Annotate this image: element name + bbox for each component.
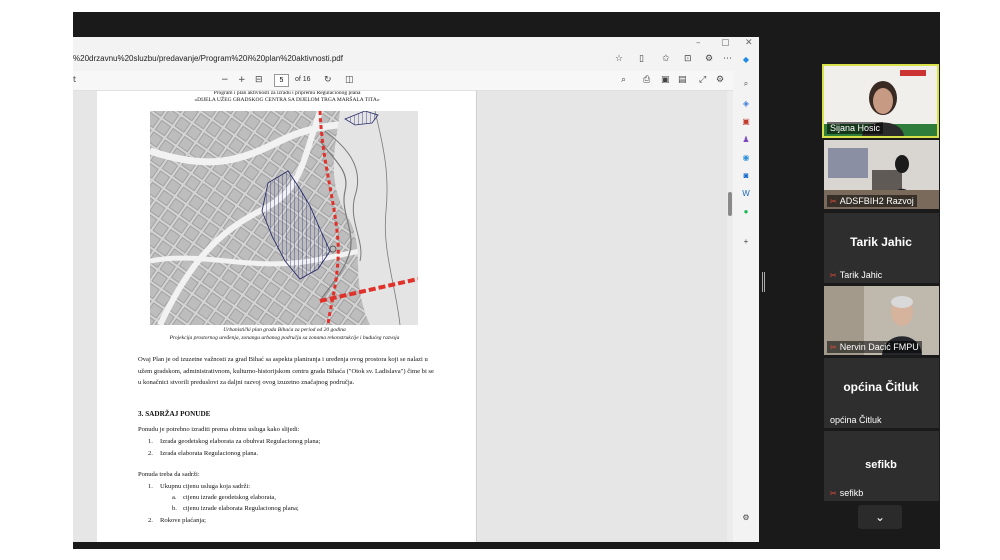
chevron-down-icon: ⌄ — [874, 510, 886, 524]
pdf-toolbar-fragment: t — [73, 75, 77, 84]
add-icon[interactable]: + — [743, 237, 749, 246]
list2-num-2: 2. — [148, 517, 153, 524]
fullscreen-icon[interactable]: ⤢ — [699, 75, 707, 85]
url-text[interactable]: %20drzavnu%20sluzbu/predavanje/Program%20i%20plan%20aktivnosti.pdf — [73, 54, 343, 63]
list1-num-1: 1. — [148, 438, 153, 445]
page-view-icon[interactable]: ◫ — [345, 75, 354, 85]
participant-name: ✂ sefikb — [830, 488, 864, 498]
close-icon[interactable]: ✕ — [745, 38, 753, 48]
shopping-tag-icon[interactable]: ◈ — [742, 99, 750, 108]
list2-item-2: Rokove plaćanja; — [160, 517, 206, 524]
zoom-in-button[interactable]: + — [238, 75, 246, 85]
tools-icon[interactable]: ▣ — [742, 117, 750, 126]
search-icon[interactable]: ⌕ — [621, 75, 627, 85]
favorite-star-icon[interactable]: ☆ — [615, 54, 624, 64]
document-header-line2: «DIJELA UŽEG GRADSKOG CENTRA SA DIJELOM TRGA MARŠALA TITA» — [194, 97, 380, 103]
list2-item-1: Ukupnu cijenu usluga koja sadrži: — [160, 483, 251, 490]
participant-tile[interactable] — [824, 140, 939, 209]
browser-sidebar — [733, 49, 759, 542]
browser-window — [73, 37, 759, 542]
sidebar-settings-icon[interactable]: ⚙ — [742, 513, 750, 522]
pdf-toolbar — [73, 71, 733, 91]
body-paragraph: Ovaj Plan je od izuzetne važnosti za grad Bihać sa aspekta planiranja i uređenja ovog prostora koji se nalazi u užem gradskom, administrativnom, kulturno-historijskom centru grada Bihaća ("Otok sv. Ladislava") čime bi se u konačnici stvorili preduslovi za daljni razvoj ovog izuzetno značajnog područja. — [138, 356, 434, 386]
list2-num-a: a. — [172, 494, 177, 501]
page-count: of 16 — [295, 76, 311, 83]
fit-page-icon[interactable]: ⊟ — [255, 75, 263, 85]
participant-avatar-name: Tarik Jahic — [850, 235, 912, 249]
title-bar — [73, 37, 759, 49]
m365-icon[interactable]: ◉ — [742, 153, 750, 162]
map-caption-line2: Projekcija prostornog uređenja, zonangu urbanog području sa zonama rekonstrukcije i budućeg razvoja — [169, 335, 400, 341]
participant-avatar-name: sefikb — [865, 459, 897, 471]
split-screen-icon[interactable]: ▯ — [639, 54, 644, 64]
list1-item-1: Izrada geodetskog elaborata za obuhvat Regulacionog plana; — [160, 438, 321, 445]
pdf-viewer[interactable] — [73, 91, 733, 542]
maximize-icon[interactable]: ▢ — [721, 38, 730, 48]
collections-icon[interactable]: ⊡ — [684, 54, 692, 64]
participant-tile[interactable] — [824, 358, 939, 428]
save-as-icon[interactable]: ▤ — [678, 75, 687, 85]
mic-off-icon: ✂ — [830, 197, 837, 206]
print-icon[interactable]: ⎙ — [643, 75, 651, 85]
participant-tile[interactable] — [824, 431, 939, 501]
participant-name: općina Čitluk — [830, 415, 882, 425]
more-menu-icon[interactable]: ⋯ — [723, 54, 732, 64]
mic-off-icon: ✂ — [830, 271, 837, 280]
participant-avatar-name: općina Čitluk — [843, 380, 919, 394]
participant-name: Sijana Hosic — [827, 122, 883, 134]
word-icon[interactable]: W — [742, 189, 750, 198]
participant-name: ✂ Tarik Jahic — [830, 270, 883, 280]
settings-icon[interactable]: ⚙ — [716, 75, 725, 85]
sidebar-search-icon[interactable]: ⌕ — [743, 79, 749, 88]
address-bar[interactable] — [73, 49, 733, 71]
mic-off-icon: ✂ — [830, 489, 837, 498]
more-participants-button[interactable] — [858, 505, 902, 529]
outlook-icon[interactable]: ◙ — [743, 171, 749, 180]
copilot-icon[interactable]: ◆ — [742, 55, 750, 64]
map-caption-line1: Urbanistički plan grada Bihaća za period od 20 godina — [223, 327, 346, 333]
scrollbar-thumb[interactable] — [728, 192, 732, 216]
section-intro: Ponudu je potrebno izraditi prema obimu usluga kako slijedi: — [138, 426, 300, 433]
games-icon[interactable]: ♟ — [742, 135, 750, 144]
list2-num-1: 1. — [148, 483, 153, 490]
participant-tile[interactable] — [824, 213, 939, 283]
urban-plan-map — [150, 111, 418, 325]
participant-name: ✂ ADSFBIH2 Razvoj — [827, 195, 917, 207]
favorites-icon[interactable]: ✩ — [662, 54, 670, 64]
minimize-icon[interactable]: – — [696, 38, 701, 48]
list1-num-2: 2. — [148, 450, 153, 457]
list2-num-b: b. — [172, 505, 177, 512]
participant-tile[interactable] — [822, 64, 939, 138]
section-title: 3. SADRŽAJ PONUDE — [138, 410, 211, 418]
extensions-icon[interactable]: ⚙ — [705, 54, 714, 64]
save-icon[interactable]: ▣ — [661, 75, 670, 85]
pane-resize-handle[interactable] — [762, 272, 765, 292]
list2-item-b: cijenu izrade elaborata Regulacionog plana; — [183, 505, 299, 512]
page-number-input[interactable]: 5 — [274, 74, 289, 87]
list2-item-a: cijenu izrade geodetskog elaborata, — [183, 494, 277, 501]
mic-off-icon: ✂ — [830, 343, 837, 352]
pdf-page — [97, 91, 477, 542]
offer-intro: Ponuda treba da sadrži: — [138, 471, 200, 478]
document-header-line1: Program i plan aktivnosti za izradu i pripremu Regulacionog plana — [213, 91, 361, 96]
rotate-icon[interactable]: ↻ — [324, 75, 332, 85]
participant-tile[interactable] — [824, 286, 939, 355]
spotify-icon[interactable]: ● — [743, 207, 749, 216]
zoom-out-button[interactable]: − — [221, 75, 229, 85]
screen-share-area — [73, 12, 940, 549]
participant-name: ✂ Nervin Dacić FMPU — [827, 341, 922, 353]
list1-item-2: Izrada elaborata Regulacionog plana. — [160, 450, 259, 457]
